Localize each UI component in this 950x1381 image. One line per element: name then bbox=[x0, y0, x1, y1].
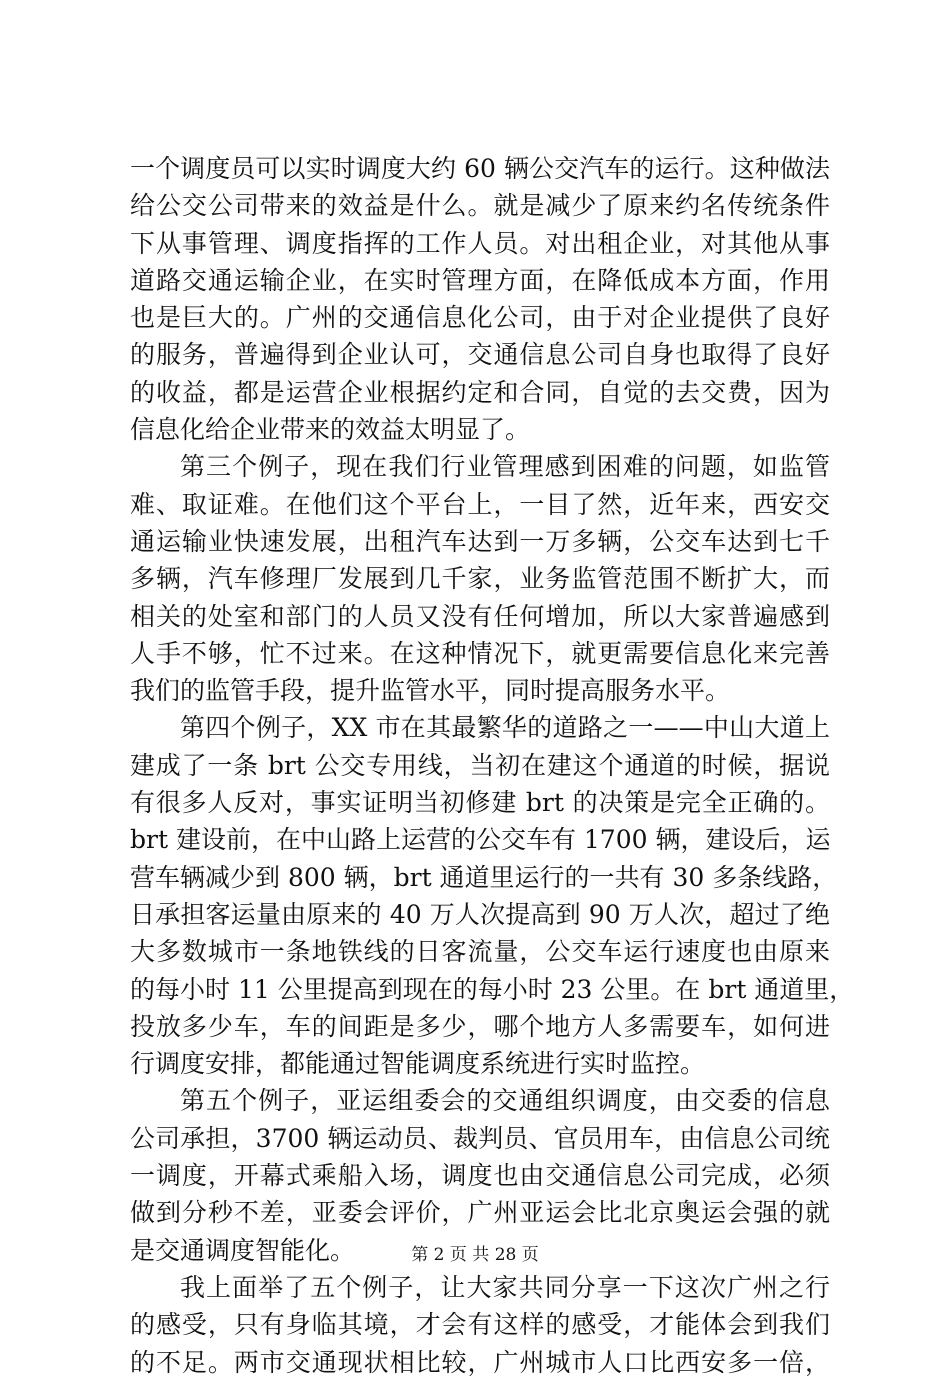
text-line: 道路交通运输企业，在实时管理方面，在降低成本方面，作用 bbox=[130, 265, 830, 295]
text-line: 公司承担，3700 辆运动员、裁判员、官员用车，由信息公司统 bbox=[130, 1123, 830, 1153]
text-line: 建成了一条 brt 公交专用线，当初在建这个通道的时候，据说 bbox=[130, 750, 830, 780]
text-line: 的收益，都是运营企业根据约定和合同，自觉的去交费，因为 bbox=[130, 377, 830, 407]
text-line: 也是巨大的。广州的交通信息化公司，由于对企业提供了良好 bbox=[130, 303, 830, 333]
text-line: 相关的处室和部门的人员又没有任何增加，所以大家普遍感到 bbox=[130, 601, 830, 631]
text-line: 难、取证难。在他们这个平台上，一目了然，近年来，西安交 bbox=[130, 489, 830, 519]
text-line: 投放多少车，车的间距是多少，哪个地方人多需要车，如何进 bbox=[130, 1011, 830, 1041]
text-line: 的服务，普遍得到企业认可，交通信息公司自身也取得了良好 bbox=[130, 340, 830, 370]
text-line: 有很多人反对，事实证明当初修建 brt 的决策是完全正确的。 bbox=[130, 788, 830, 818]
text-line: 行调度安排，都能通过智能调度系统进行实时监控。 bbox=[130, 1049, 706, 1079]
text-line: 营车辆减少到 800 辆，brt 通道里运行的一共有 30 多条线路， bbox=[130, 862, 838, 892]
page-number-label: 第 2 页 共 28 页 bbox=[411, 1245, 539, 1265]
text-line: 下从事管理、调度指挥的工作人员。对出租企业，对其他从事 bbox=[130, 228, 830, 258]
text-line: 的感受，只有身临其境，才会有这样的感受，才能体会到我们 bbox=[130, 1310, 830, 1340]
text-line: 第五个例子，亚运组委会的交通组织调度，由交委的信息 bbox=[180, 1086, 830, 1116]
text-line: 第三个例子，现在我们行业管理感到困难的问题，如监管 bbox=[180, 452, 830, 482]
text-line: 一个调度员可以实时调度大约 60 辆公交汽车的运行。这种做法 bbox=[130, 154, 830, 183]
text-line: 是交通调度智能化。 bbox=[130, 1235, 356, 1265]
text-line: 给公交公司带来的效益是什么。就是减少了原来约名传统条件 bbox=[130, 191, 830, 221]
text-line: 人手不够，忙不过来。在这种情况下，就更需要信息化来完善 bbox=[130, 638, 830, 668]
page-footer bbox=[0, 1240, 950, 1265]
text-line: 信息化给企业带来的效益太明显了。 bbox=[130, 415, 531, 445]
text-line: 第四个例子，XX 市在其最繁华的道路之一——中山大道上 bbox=[180, 713, 830, 743]
text-line: 的每小时 11 公里提高到现在的每小时 23 公里。在 brt 通道里， bbox=[130, 974, 855, 1004]
text-line: 通运输业快速发展，出租汽车达到一万多辆，公交车达到七千 bbox=[130, 526, 830, 556]
text-line: 多辆，汽车修理厂发展到几千家，业务监管范围不断扩大，而 bbox=[130, 564, 830, 594]
text-line: 大多数城市一条地铁线的日客流量，公交车运行速度也由原来 bbox=[130, 937, 830, 967]
text-line: 做到分秒不差，亚委会评价，广州亚运会比北京奥运会强的就 bbox=[130, 1198, 830, 1228]
text-line: 日承担客运量由原来的 40 万人次提高到 90 万人次，超过了绝 bbox=[130, 899, 830, 929]
text-line: brt 建设前，在中山路上运营的公交车有 1700 辆，建设后，运 bbox=[130, 825, 831, 855]
text-line: 的不足。两市交通现状相比较，广州城市人口比西安多一倍， bbox=[130, 1347, 830, 1377]
document-body bbox=[130, 150, 855, 1381]
text-line: 一调度，开幕式乘船入场，调度也由交通信息公司完成，必须 bbox=[130, 1161, 830, 1191]
text-line: 我上面举了五个例子，让大家共同分享一下这次广州之行 bbox=[180, 1272, 830, 1302]
text-line: 我们的监管手段，提升监管水平，同时提高服务水平。 bbox=[130, 676, 731, 706]
